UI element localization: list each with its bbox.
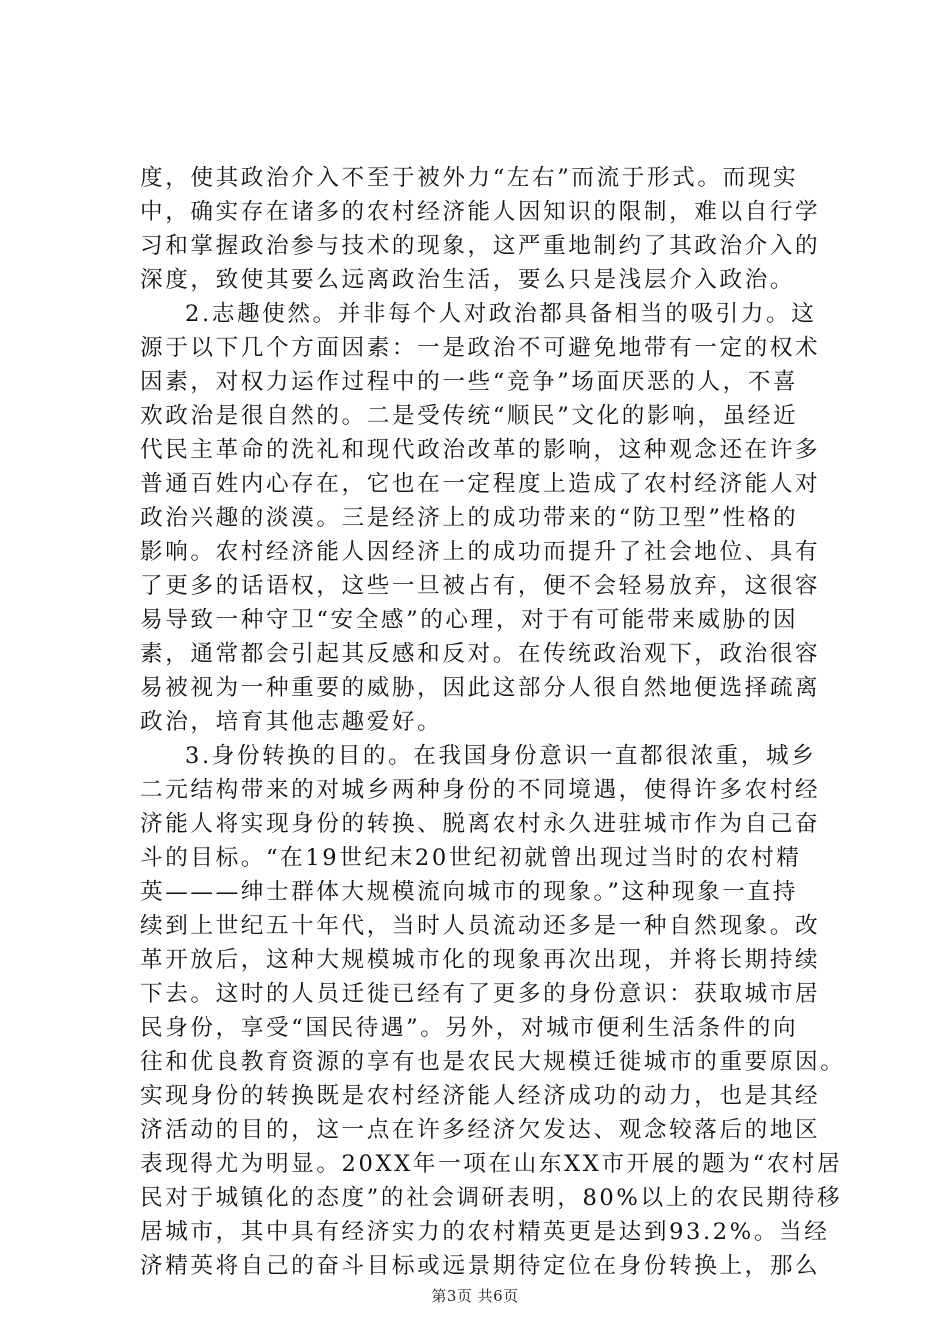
page-number-footer: 第3页 共6页	[431, 1287, 519, 1305]
text-line: 代民主革命的洗礼和现代政治改革的影响，这种观念还在许多	[140, 437, 821, 463]
text-line: 政治，培育其他志趣爱好。	[140, 709, 443, 735]
text-line: 易导致一种守卫“安全感”的心理，对于有可能带来威胁的因	[140, 607, 799, 633]
text-line: 济活动的目的，这一点在许多经济欠发达、观念较落后的地区	[140, 1117, 821, 1143]
text-line: 3.身份转换的目的。在我国身份意识一直都很浓重，城乡	[185, 743, 817, 769]
text-line: 习和掌握政治参与技术的现象，这严重地制约了其政治介入的	[140, 233, 821, 259]
text-line: 居城市，其中具有经济实力的农村精英更是达到93.2%。当经	[140, 1219, 830, 1245]
text-line: 欢政治是很自然的。二是受传统“顺民”文化的影响，虽经近	[140, 403, 799, 429]
text-line: 了更多的话语权，这些一旦被占有，便不会轻易放弃，这很容	[140, 573, 821, 599]
text-line: 因素，对权力运作过程中的一些“竞争”场面厌恶的人，不喜	[140, 369, 799, 395]
text-line: 政治兴趣的淡漠。三是经济上的成功带来的“防卫型”性格的	[140, 505, 799, 531]
text-line: 实现身份的转换既是农村经济能人经济成功的动力，也是其经	[140, 1083, 821, 1109]
text-line: 续到上世纪五十年代，当时人员流动还多是一种自然现象。改	[140, 913, 821, 939]
text-line: 源于以下几个方面因素：一是政治不可避免地带有一定的权术	[140, 335, 821, 361]
text-line: 影响。农村经济能人因经济上的成功而提升了社会地位、具有	[140, 539, 821, 565]
text-line: 英———绅士群体大规模流向城市的现象。”这种现象一直持	[140, 879, 798, 905]
text-line: 革开放后，这种大规模城市化的现象再次出现，并将长期持续	[140, 947, 821, 973]
text-line: 往和优良教育资源的享有也是农民大规模迁徙城市的重要原因。	[140, 1049, 846, 1075]
text-line: 下去。这时的人员迁徙已经有了更多的身份意识：获取城市居	[140, 981, 821, 1007]
text-line: 济能人将实现身份的转换、脱离农村永久进驻城市作为自己奋	[140, 811, 821, 837]
text-line: 民身份，享受“国民待遇”。另外，对城市便利生活条件的向	[140, 1015, 799, 1041]
text-line: 2.志趣使然。并非每个人对政治都具备相当的吸引力。这	[185, 301, 817, 327]
text-line: 深度，致使其要么远离政治生活，要么只是浅层介入政治。	[140, 267, 796, 293]
text-line: 二元结构带来的对城乡两种身份的不同境遇，使得许多农村经	[140, 777, 821, 803]
text-line: 易被视为一种重要的威胁，因此这部分人很自然地便选择疏离	[140, 675, 821, 701]
text-line: 中，确实存在诸多的农村经济能人因知识的限制，难以自行学	[140, 199, 821, 225]
text-line: 斗的目标。“在19世纪末20世纪初就曾出现过当时的农村精	[140, 845, 802, 871]
text-line: 表现得尤为明显。20XX年一项在山东XX市开展的题为“农村居	[140, 1151, 843, 1177]
text-line: 民对于城镇化的态度”的社会调研表明，80%以上的农民期待移	[140, 1185, 843, 1211]
text-line: 普通百姓内心存在，它也在一定程度上造成了农村经济能人对	[140, 471, 821, 497]
text-line: 素，通常都会引起其反感和反对。在传统政治观下，政治很容	[140, 641, 821, 667]
text-line: 度，使其政治介入不至于被外力“左右”而流于形式。而现实	[140, 165, 799, 191]
text-line: 济精英将自己的奋斗目标或远景期待定位在身份转换上，那么	[140, 1253, 821, 1279]
